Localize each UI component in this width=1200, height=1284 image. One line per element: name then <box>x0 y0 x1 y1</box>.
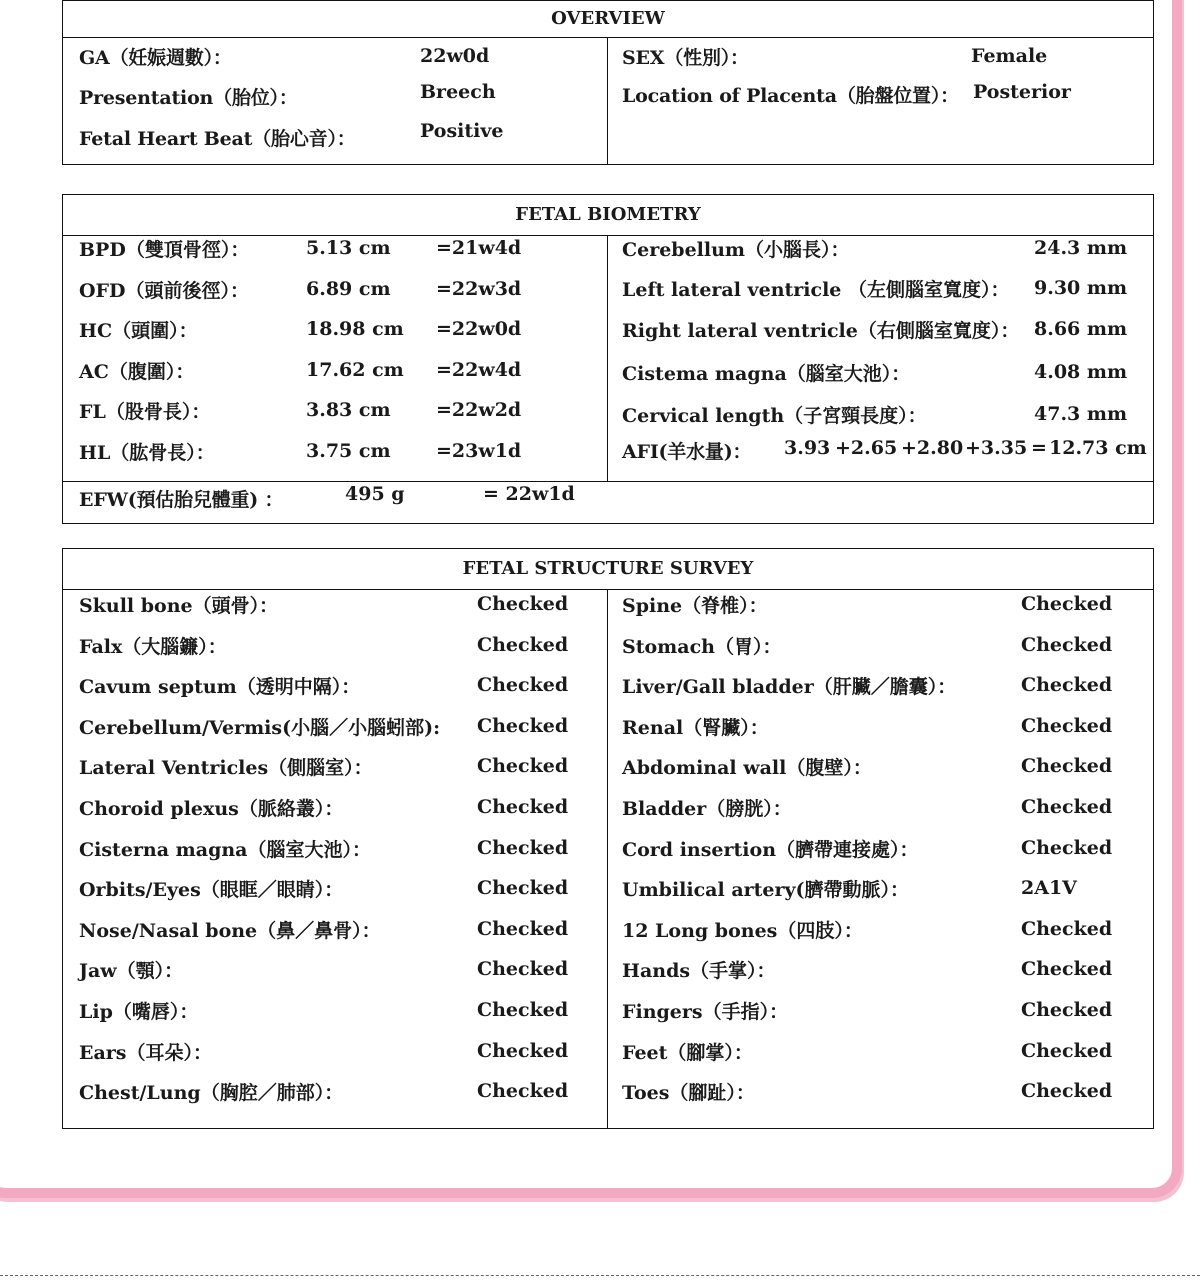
dashed-cut-line <box>0 1275 1200 1276</box>
survey-value: Checked <box>477 1080 569 1103</box>
survey-label: Chest/Lung（胸腔／肺部）： <box>79 1082 344 1105</box>
survey-label: Nose/Nasal bone（鼻／鼻骨）： <box>79 919 381 942</box>
overview-section <box>62 0 1154 165</box>
biometry-ga: =22w0d <box>436 318 522 341</box>
afi-value-2: +2.65 <box>835 437 898 459</box>
survey-label: 12 Long bones（四肢）： <box>622 919 863 942</box>
survey-label: Cavum septum（透明中隔）： <box>79 676 361 699</box>
biometry-ga: =23w1d <box>436 440 522 462</box>
survey-value: Checked <box>477 796 569 818</box>
biometry-value: 3.75 cm <box>306 440 391 462</box>
biometry-value: 18.98 cm <box>306 318 404 341</box>
survey-value: Checked <box>477 958 569 981</box>
survey-value: Checked <box>1021 593 1113 615</box>
biometry-label: Right lateral ventricle（右側腦室寬度）： <box>622 320 1020 342</box>
survey-value: Checked <box>477 755 569 778</box>
afi-value-3: +2.80 <box>901 437 964 459</box>
survey-value: Checked <box>477 714 569 737</box>
biometry-label: Cerebellum（小腦長）： <box>622 239 850 261</box>
survey-value: Checked <box>477 674 569 697</box>
survey-label: Falx（大腦鐮）： <box>79 635 227 658</box>
biometry-ga: =21w4d <box>436 237 522 259</box>
biometry-label: OFD（頭前後徑）： <box>79 279 250 302</box>
presentation-label: Presentation（胎位）： <box>79 87 298 109</box>
biometry-value: 24.3 mm <box>1034 237 1128 259</box>
survey-value: Checked <box>1021 714 1113 737</box>
survey-label: Ears（耳朵）： <box>79 1041 213 1064</box>
afi-value-4: +3.35 <box>965 437 1028 459</box>
survey-value: Checked <box>1021 917 1113 940</box>
survey-value: Checked <box>1021 674 1113 697</box>
survey-label: Feet（腳掌）： <box>622 1041 753 1064</box>
survey-value: Checked <box>477 877 569 900</box>
survey-label: Renal（腎臟）： <box>622 716 769 739</box>
biometry-value: 47.3 mm <box>1034 403 1128 425</box>
survey-label: Jaw（顎）： <box>79 960 184 983</box>
survey-label: Lip（嘴唇）： <box>79 1001 199 1023</box>
ga-label: GA（妊娠週數）： <box>79 47 232 69</box>
fetal-heart-beat-value: Positive <box>420 120 504 142</box>
survey-value: Checked <box>477 836 569 859</box>
biometry-value: 3.83 cm <box>306 399 391 422</box>
biometry-label: Left lateral ventricle （左側腦室寬度）： <box>622 279 1010 301</box>
biometry-value: 4.08 mm <box>1034 361 1128 383</box>
survey-value: Checked <box>1021 999 1113 1021</box>
survey-value: Checked <box>1021 633 1113 656</box>
afi-equals: = <box>1031 437 1047 459</box>
biometry-ga: =22w4d <box>436 358 522 381</box>
survey-label: Stomach（胃）： <box>622 635 782 658</box>
survey-divider <box>607 589 608 1128</box>
survey-value: Checked <box>1021 1039 1113 1062</box>
survey-value: Checked <box>477 999 569 1021</box>
survey-value: Checked <box>1021 1080 1113 1103</box>
sex-value: Female <box>971 45 1048 67</box>
survey-label: Skull bone（頭骨）： <box>79 595 279 617</box>
biometry-label: HL（肱骨長）： <box>79 442 215 464</box>
survey-label: Umbilical artery(臍帶動脈）： <box>622 879 910 902</box>
survey-label: Bladder（膀胱）： <box>622 798 792 820</box>
survey-label: Cerebellum/Vermis(小腦／小腦蚓部): <box>79 716 441 739</box>
sex-label: SEX（性別）： <box>622 47 749 69</box>
biometry-value: 6.89 cm <box>306 277 391 300</box>
survey-value: Checked <box>477 1039 569 1062</box>
survey-label: Hands（手掌）： <box>622 960 776 983</box>
fetal-heart-beat-label: Fetal Heart Beat（胎心音）： <box>79 128 356 150</box>
biometry-ga: =22w3d <box>436 277 522 300</box>
survey-label: Choroid plexus（脈絡叢）： <box>79 798 344 820</box>
survey-label: Liver/Gall bladder（肝臟／膽囊）： <box>622 676 957 699</box>
biometry-label: Cistema magna（腦室大池）： <box>622 363 911 385</box>
afi-value-1: 3.93 <box>784 437 831 459</box>
ga-value: 22w0d <box>420 45 490 67</box>
biometry-ga: =22w2d <box>436 399 522 422</box>
biometry-label: FL（股骨長）： <box>79 401 211 424</box>
survey-value: 2A1V <box>1021 877 1077 900</box>
efw-label: EFW(預估胎兒體重) ： <box>79 489 284 511</box>
survey-label: Orbits/Eyes（眼眶／眼睛）： <box>79 879 344 902</box>
survey-value: Checked <box>1021 796 1113 818</box>
survey-label: Cisterna magna（腦室大池）： <box>79 838 371 861</box>
biometry-value: 5.13 cm <box>306 237 391 259</box>
survey-label: Abdominal wall（腹壁）： <box>622 757 872 780</box>
survey-value: Checked <box>477 633 569 656</box>
biometry-label: BPD（雙頂骨徑）： <box>79 239 250 261</box>
survey-label: Cord insertion（臍帶連接處）： <box>622 838 919 861</box>
biometry-value: 9.30 mm <box>1034 277 1128 299</box>
efw-value: 495 g <box>345 483 405 505</box>
placenta-label: Location of Placenta（胎盤位置）： <box>622 85 959 107</box>
fetal-biometry-section <box>62 194 1154 524</box>
biometry-label: Cervical length（子宮頸長度）： <box>622 405 927 427</box>
survey-value: Checked <box>477 917 569 940</box>
biometry-label: HC（頭圍）： <box>79 320 198 343</box>
biometry-value: 8.66 mm <box>1034 318 1128 340</box>
biometry-divider <box>607 235 608 481</box>
biometry-label: AC（腹圍）： <box>79 360 195 383</box>
efw-ga: = 22w1d <box>483 483 575 505</box>
afi-total: 12.73 cm <box>1049 437 1147 459</box>
biometry-value: 17.62 cm <box>306 358 404 381</box>
fetal-structure-survey-section <box>62 548 1154 1129</box>
survey-value: Checked <box>1021 755 1113 778</box>
survey-value: Checked <box>1021 836 1113 859</box>
overview-title: OVERVIEW <box>63 1 1153 38</box>
survey-value: Checked <box>1021 958 1113 981</box>
survey-value: Checked <box>477 593 569 615</box>
presentation-value: Breech <box>420 81 496 103</box>
survey-label: Fingers（手指）： <box>622 1001 789 1023</box>
overview-divider <box>607 37 608 164</box>
efw-row-divider <box>63 481 1153 482</box>
placenta-value: Posterior <box>973 81 1071 103</box>
survey-title: FETAL STRUCTURE SURVEY <box>63 549 1153 590</box>
survey-label: Toes（腳趾）： <box>622 1082 755 1105</box>
afi-label: AFI(羊水量)： <box>622 441 752 463</box>
survey-label: Lateral Ventricles（側腦室）： <box>79 757 373 780</box>
survey-label: Spine（脊椎）： <box>622 595 768 617</box>
biometry-title: FETAL BIOMETRY <box>63 195 1153 236</box>
